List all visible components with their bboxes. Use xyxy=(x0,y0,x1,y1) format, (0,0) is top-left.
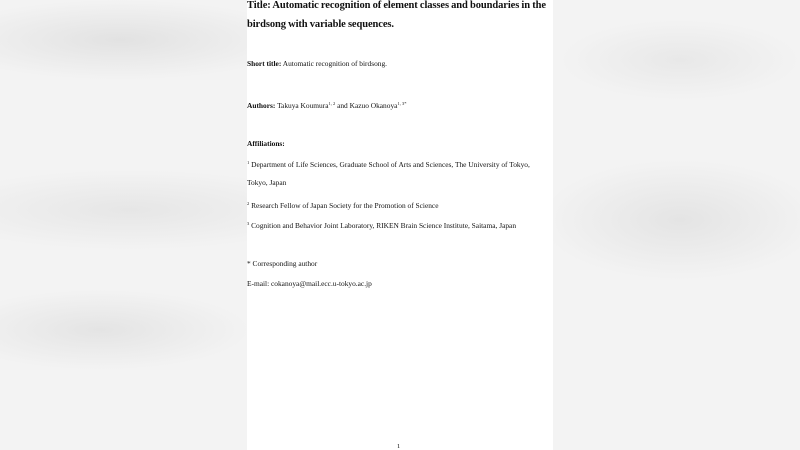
author-affiliation-ref: 1, 3* xyxy=(397,101,407,106)
affiliation-number: 2 xyxy=(247,201,250,206)
author-affiliation-ref: 1, 2 xyxy=(328,101,336,106)
title-label: Title: xyxy=(247,0,271,11)
title-line-1 xyxy=(247,0,553,12)
page-number: 1 xyxy=(397,443,401,450)
email: E-mail: cokanoya@mail.ecc.u-tokyo.ac.jp xyxy=(247,279,372,288)
title-text: Automatic recognition of element classes and boundaries in the xyxy=(272,0,546,11)
author-name: Takuya Koumura xyxy=(277,101,329,110)
short-title-text: Automatic recognition of birdsong. xyxy=(282,59,388,68)
affiliations-label: Affiliations: xyxy=(247,139,285,148)
short-title xyxy=(247,59,387,69)
short-title-label: Short title: xyxy=(247,59,282,68)
affiliation-3 xyxy=(247,219,516,231)
affiliation-1 xyxy=(247,158,530,170)
document-page xyxy=(247,0,553,450)
authors-conjunction: and xyxy=(337,101,348,110)
affiliation-1-cont: Tokyo, Japan xyxy=(247,178,287,187)
affiliation-text: Department of Life Sciences, Graduate School of Arts and Sciences, The University of Tokyo, xyxy=(251,160,530,169)
affiliation-text: Cognition and Behavior Joint Laboratory, RIKEN Brain Science Institute, Saitama, Japan xyxy=(251,221,517,230)
title-line-2: birdsong with variable sequences. xyxy=(247,19,394,30)
affiliation-2 xyxy=(247,199,439,211)
corresponding-author: * Corresponding author xyxy=(247,259,318,268)
authors-label: Authors: xyxy=(247,101,276,110)
author-name: Kazuo Okanoya xyxy=(349,101,398,110)
affiliation-number: 1 xyxy=(247,160,250,165)
affiliations-heading xyxy=(247,139,285,149)
affiliation-text: Research Fellow of Japan Society for the Promotion of Science xyxy=(251,201,439,210)
affiliation-number: 3 xyxy=(247,221,250,226)
authors xyxy=(247,99,406,111)
